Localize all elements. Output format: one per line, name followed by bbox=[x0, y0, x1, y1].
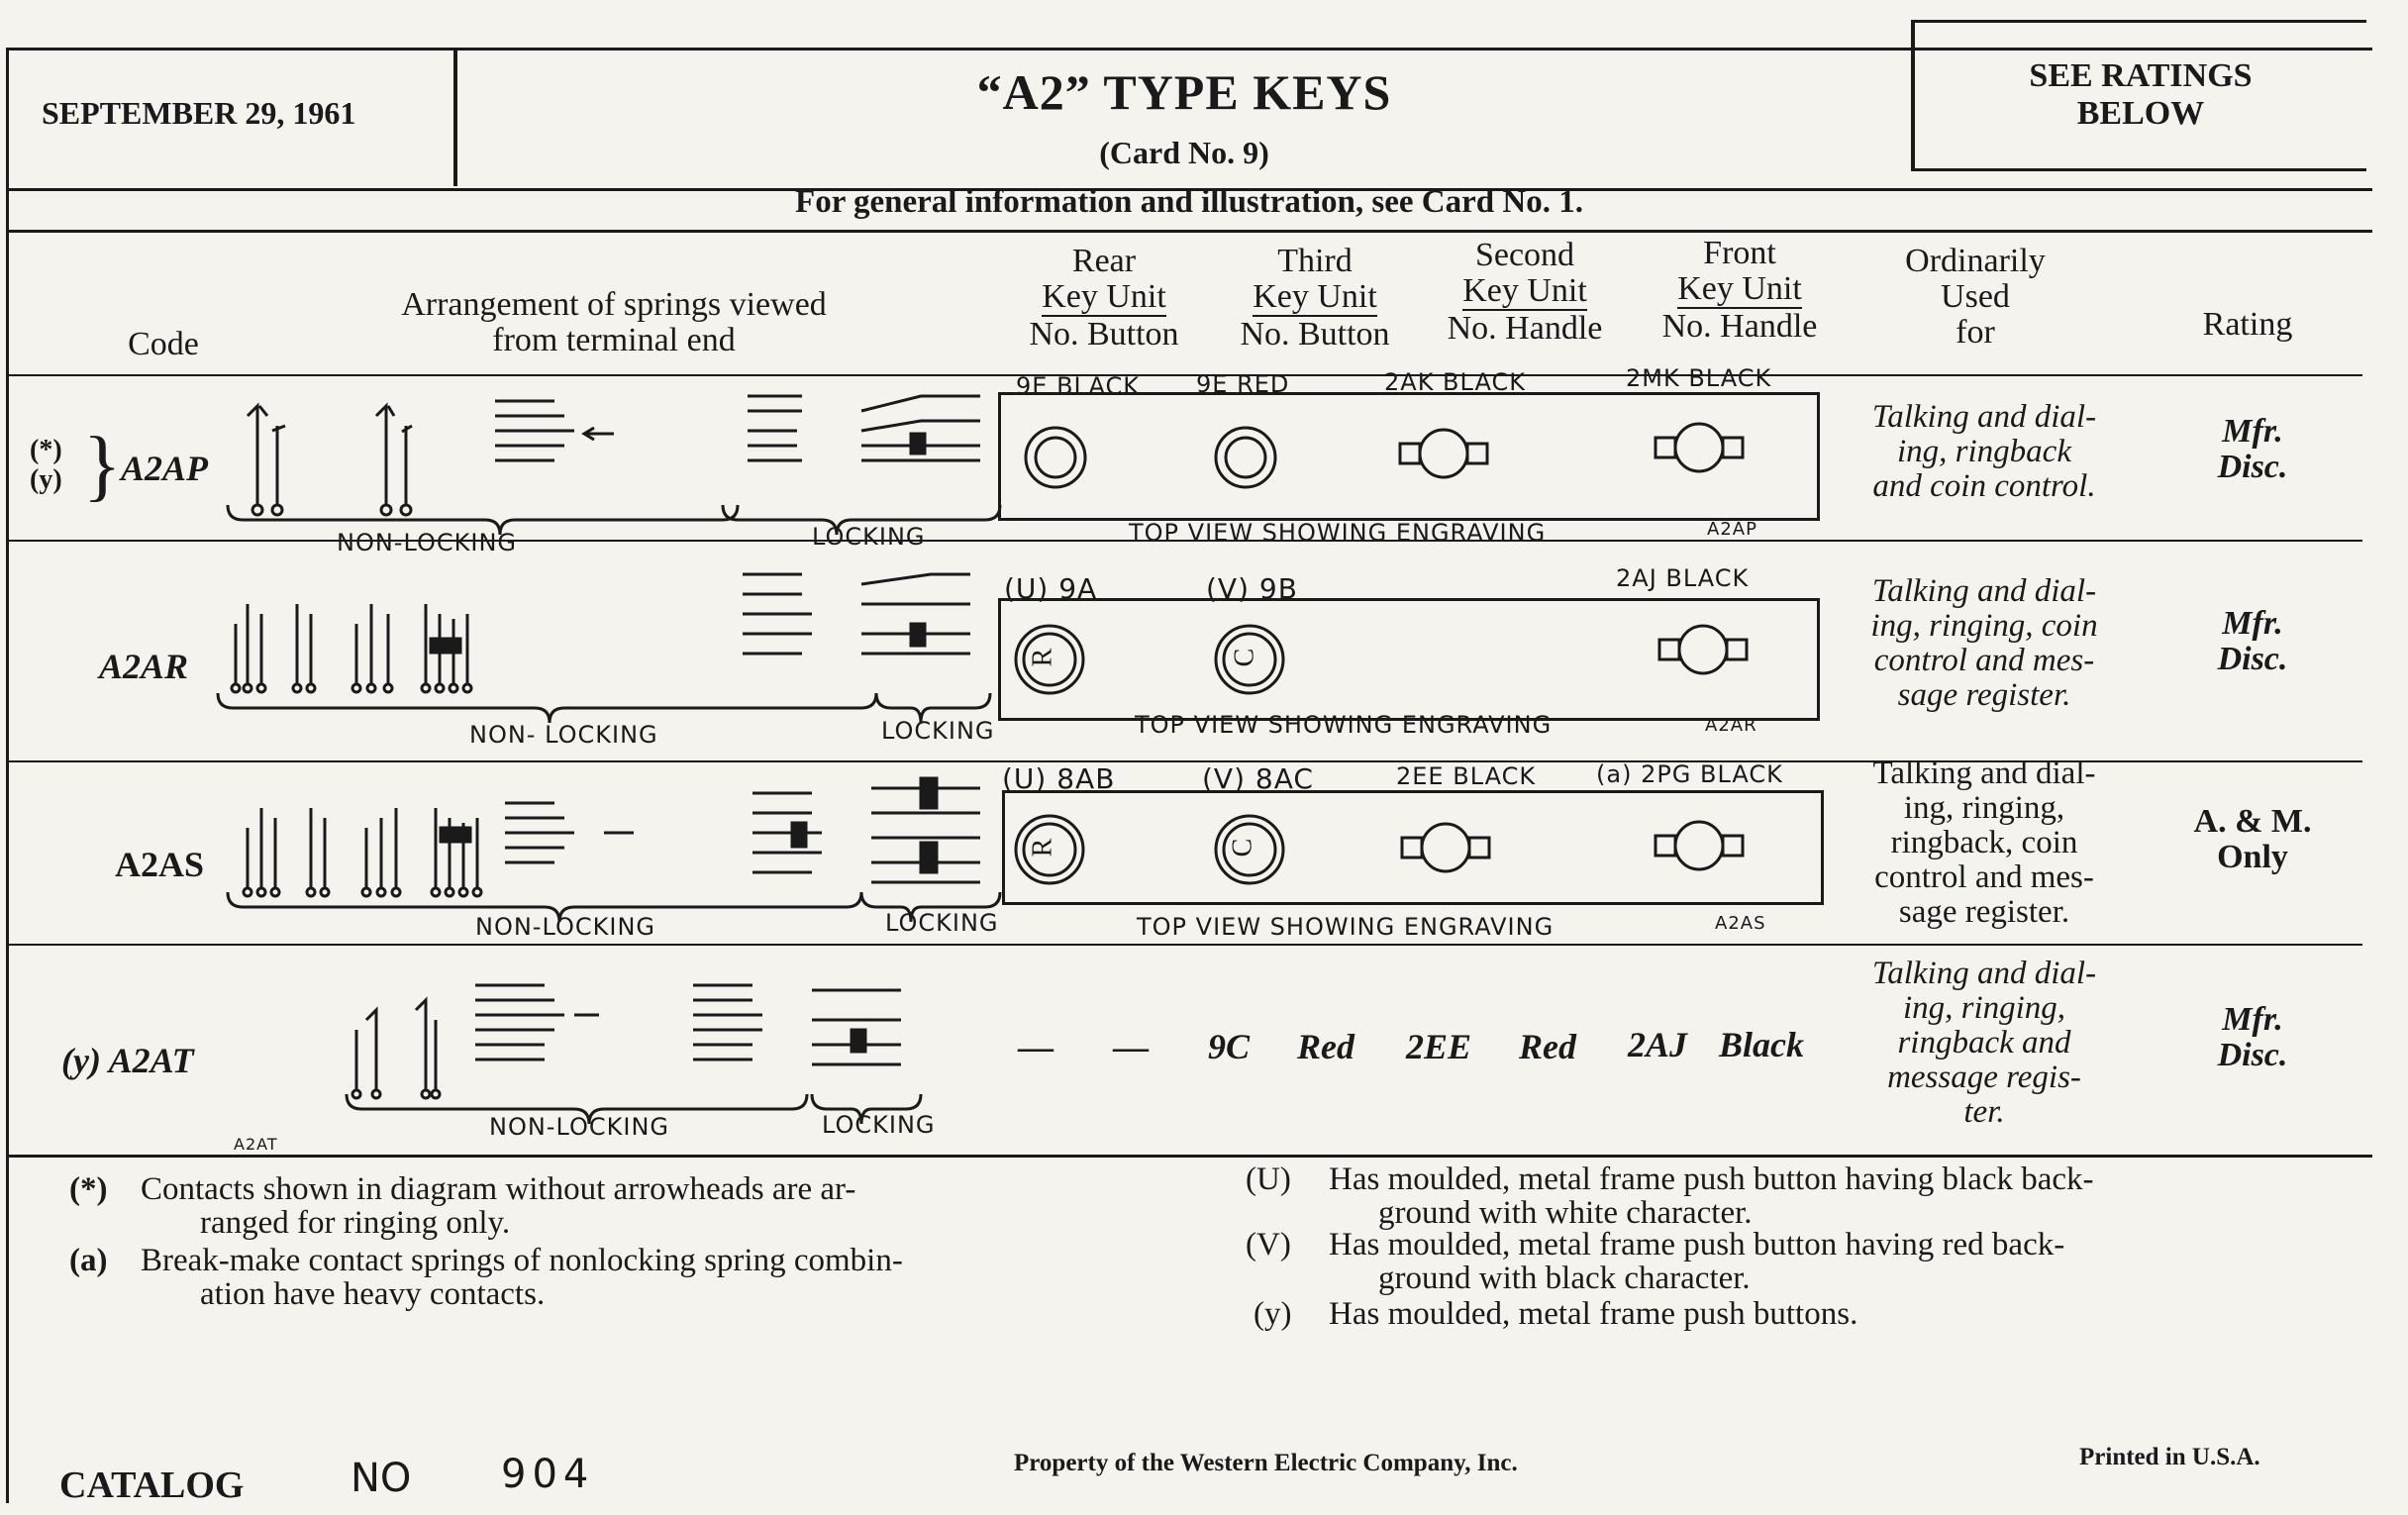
note-a-mark: (a) bbox=[69, 1243, 108, 1278]
row-rule-0 bbox=[6, 374, 2362, 376]
row4-third-dash: — bbox=[1113, 1027, 1149, 1066]
row2-rear-label: (U) 9A bbox=[1004, 572, 1098, 605]
col-second-key: Second Key Unit No. Handle bbox=[1447, 237, 1603, 347]
col-used-for: Ordinarily Used for bbox=[1905, 243, 2046, 351]
row1-nonlocking-label: NON-LOCKING bbox=[337, 529, 517, 556]
row3-key-shapes bbox=[1002, 790, 1818, 899]
row3-third-label: (V) 8AC bbox=[1202, 762, 1314, 795]
row1-key-shapes bbox=[998, 392, 1814, 515]
row2-front-label: 2AJ BLACK bbox=[1616, 564, 1750, 592]
row3-button-r-mark: R bbox=[1027, 838, 1058, 858]
row4-small-code: A2AT bbox=[234, 1135, 278, 1154]
row4-nonlocking-label: NON-LOCKING bbox=[489, 1113, 669, 1141]
row4-second-value: 2EE bbox=[1406, 1027, 1472, 1066]
row3-locking-label: LOCKING bbox=[885, 909, 999, 937]
row4-code: (y) A2AT bbox=[61, 1041, 194, 1080]
card-date: SEPTEMBER 29, 1961 bbox=[42, 95, 356, 131]
row2-button-r-mark: R bbox=[1027, 648, 1058, 667]
row2-third-label: (V) 9B bbox=[1206, 572, 1298, 605]
card-left-rule bbox=[6, 48, 9, 1503]
footer-printed: Printed in U.S.A. bbox=[2079, 1444, 2260, 1470]
row2-used-for: Talking and dial- ing, ringing, coin control and mes- sage register. bbox=[1870, 573, 2098, 713]
row4-second-color: Red bbox=[1519, 1027, 1576, 1066]
note-star-text: Contacts shown in diagram without arrowheads are ar- ranged for ringing only. bbox=[141, 1171, 856, 1241]
row2-panel-code: A2AR bbox=[1705, 715, 1757, 736]
header-top-rule bbox=[6, 48, 2372, 50]
row3-nonlocking-label: NON-LOCKING bbox=[475, 913, 655, 941]
row4-third-value: 9C bbox=[1208, 1027, 1251, 1066]
col-third-key: Third Key Unit No. Button bbox=[1240, 243, 1390, 353]
footer-no: NO bbox=[351, 1456, 412, 1501]
row1-brace-icon: } bbox=[83, 422, 122, 509]
row4-rating: Mfr. Disc. bbox=[2217, 1001, 2288, 1073]
note-a-text: Break-make contact springs of nonlocking spring combin- ation have heavy contacts. bbox=[141, 1243, 903, 1312]
info-bottom-rule bbox=[6, 230, 2372, 233]
col-code: Code bbox=[128, 326, 199, 362]
row3-rear-label: (U) 8AB bbox=[1002, 762, 1116, 795]
row4-used-for: Talking and dial- ing, ringing, ringback and message regis- ter. bbox=[1871, 956, 2097, 1130]
row1-top-view-caption: TOP VIEW SHOWING ENGRAVING bbox=[1129, 519, 1547, 547]
footer-property: Property of the Western Electric Company, Inc. bbox=[1014, 1450, 1518, 1476]
note-u-text: Has moulded, metal frame push button having black back- ground with white character. bbox=[1329, 1162, 2094, 1231]
table-bottom-rule bbox=[6, 1155, 2372, 1158]
row1-front-label: 2MK BLACK bbox=[1626, 364, 1772, 392]
row3-second-label: 2EE BLACK bbox=[1396, 762, 1537, 790]
row2-key-shapes bbox=[998, 598, 1814, 715]
footer-catalog-number: 904 bbox=[501, 1452, 595, 1497]
note-star-mark: (*) bbox=[69, 1171, 108, 1207]
col-arrangement: Arrangement of springs viewed from terminal end bbox=[401, 286, 827, 358]
col-rating: Rating bbox=[2202, 306, 2293, 343]
row2-button-c-mark: C bbox=[1229, 648, 1260, 667]
ratings-note: SEE RATINGS BELOW bbox=[2029, 57, 2253, 132]
general-info: For general information and illustration, see Card No. 1. bbox=[795, 184, 1583, 220]
row2-top-view-caption: TOP VIEW SHOWING ENGRAVING bbox=[1135, 711, 1553, 739]
row3-front-label: (a) 2PG BLACK bbox=[1596, 760, 1783, 788]
card-title: “A2” TYPE KEYS bbox=[976, 64, 1392, 120]
row2-locking-label: LOCKING bbox=[881, 717, 995, 745]
row3-rating: A. & M. Only bbox=[2193, 803, 2312, 875]
row4-front-value: 2AJ bbox=[1628, 1025, 1688, 1064]
card-number: (Card No. 9) bbox=[1099, 135, 1269, 170]
note-v-mark: (V) bbox=[1246, 1227, 1291, 1262]
row1-rating: Mfr. Disc. bbox=[2217, 413, 2288, 485]
ratings-bottom-rule bbox=[1911, 168, 2366, 171]
note-y-text: Has moulded, metal frame push buttons. bbox=[1329, 1296, 1858, 1332]
row2-rating: Mfr. Disc. bbox=[2217, 605, 2288, 677]
row2-nonlocking-label: NON- LOCKING bbox=[469, 721, 658, 749]
col-front-key: Front Key Unit No. Handle bbox=[1661, 235, 1818, 345]
note-u-mark: (U) bbox=[1246, 1162, 1291, 1197]
row3-used-for: Talking and dial- ing, ringing, ringback, coin control and mes- sage register. bbox=[1872, 756, 2096, 930]
col-rear-key: Rear Key Unit No. Button bbox=[1029, 243, 1179, 353]
row4-front-color: Black bbox=[1719, 1025, 1804, 1064]
row2-code: A2AR bbox=[99, 647, 189, 686]
row1-panel-code: A2AP bbox=[1707, 519, 1757, 540]
row1-code-prefix: (*) (y) bbox=[30, 435, 62, 495]
row4-locking-label: LOCKING bbox=[822, 1111, 936, 1139]
row4-third-color: Red bbox=[1297, 1027, 1354, 1066]
row1-locking-label: LOCKING bbox=[812, 523, 926, 551]
row1-used-for: Talking and dial- ing, ringback and coin control. bbox=[1871, 399, 2097, 504]
row3-button-c-mark: C bbox=[1227, 838, 1258, 858]
note-v-text: Has moulded, metal frame push button having red back- ground with black character. bbox=[1329, 1227, 2065, 1296]
ratings-top-rule bbox=[1911, 20, 2366, 23]
row1-rear-label: 9E BLACK bbox=[1016, 372, 1140, 400]
row3-panel-code: A2AS bbox=[1715, 913, 1766, 934]
row3-code: A2AS bbox=[115, 845, 205, 884]
row1-third-label: 9E RED bbox=[1196, 370, 1290, 398]
footer-catalog: CATALOG bbox=[59, 1464, 245, 1506]
row4-rear-value: — bbox=[1018, 1027, 1054, 1066]
row2-spring-diagram bbox=[218, 564, 1000, 743]
note-y-mark: (y) bbox=[1254, 1296, 1292, 1332]
row1-code: A2AP bbox=[121, 449, 209, 488]
row1-second-label: 2AK BLACK bbox=[1384, 368, 1526, 396]
row3-top-view-caption: TOP VIEW SHOWING ENGRAVING bbox=[1137, 913, 1555, 941]
